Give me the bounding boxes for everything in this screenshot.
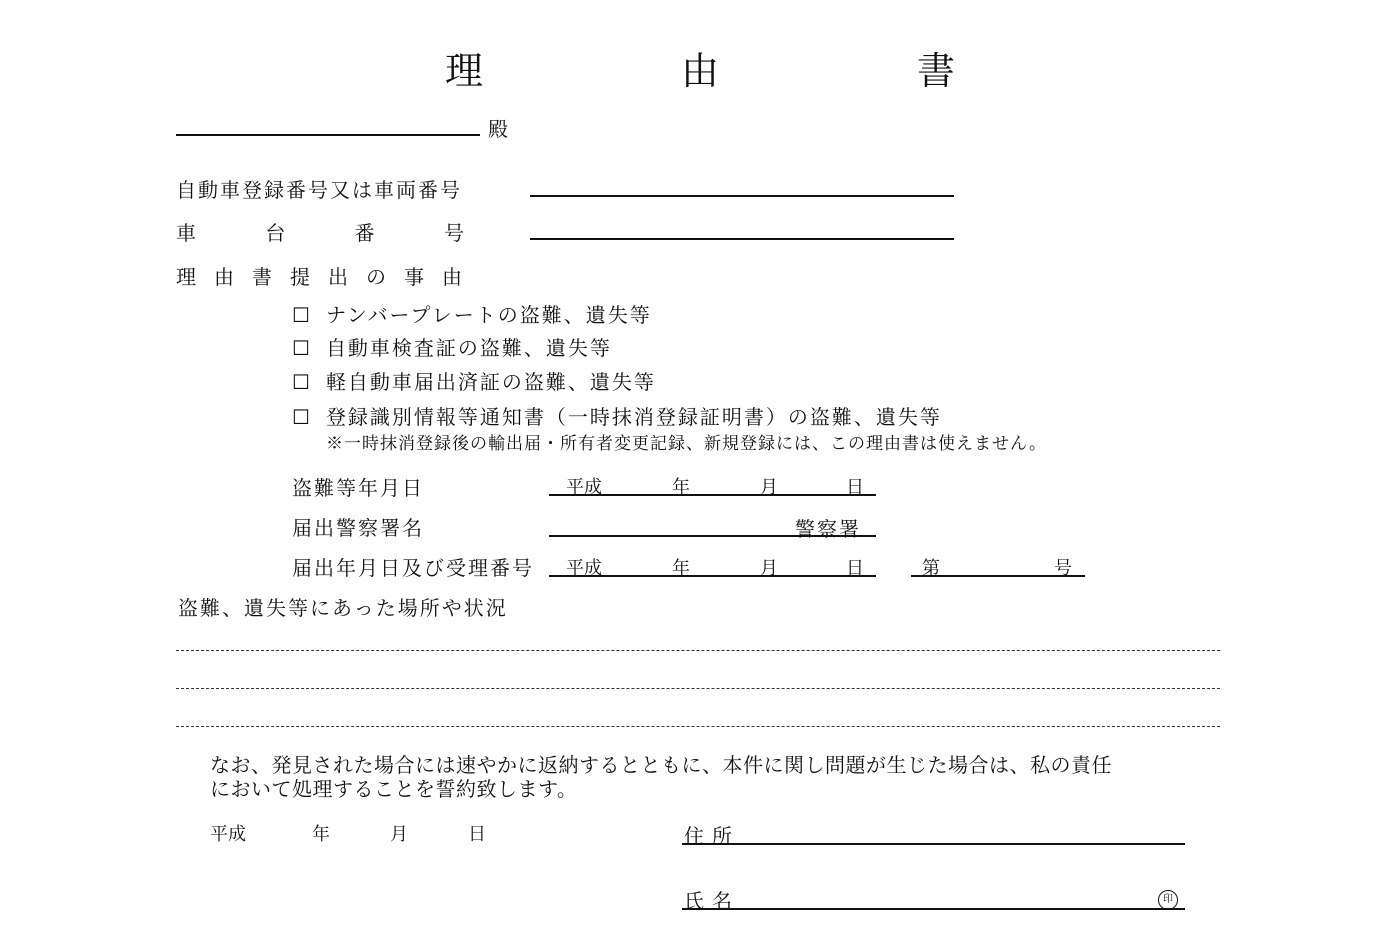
- circumstances-label: 盗難、遺失等にあった場所や状況: [178, 596, 508, 620]
- reason-option-label: 自動車検査証の盗難、遺失等: [325, 336, 612, 360]
- name-line[interactable]: [682, 908, 1185, 910]
- address-line[interactable]: [682, 843, 1185, 845]
- chassis-number-label: [176, 217, 466, 246]
- seal-mark-icon: 印: [1158, 890, 1178, 910]
- sign-date-era: 平成: [210, 824, 246, 845]
- report-era: 平成: [566, 558, 602, 579]
- report-no-prefix: 第: [922, 558, 940, 579]
- report-label: 届出年月日及び受理番号: [292, 556, 534, 580]
- reason-heading-char: 事: [404, 265, 426, 289]
- pledge-text-line-2: において処理することを誓約致します。: [210, 777, 578, 801]
- theft-date-day: 日: [846, 477, 864, 498]
- report-day: 日: [846, 558, 864, 579]
- checkbox-icon[interactable]: ☐: [292, 303, 312, 327]
- chassis-char: 車: [176, 221, 198, 245]
- sign-date-month: 月: [390, 824, 408, 845]
- chassis-char: 番: [354, 221, 377, 245]
- registration-number-line[interactable]: [530, 195, 954, 197]
- police-station-suffix: 警察署: [795, 517, 861, 541]
- reason-heading-char: の: [366, 265, 388, 289]
- reason-heading-char: 書: [252, 265, 274, 289]
- document-title: 理 由 書: [444, 49, 1035, 93]
- theft-date-line[interactable]: [549, 494, 876, 496]
- receipt-number-line[interactable]: [911, 575, 1085, 577]
- reason-option-kei-cert[interactable]: [292, 366, 656, 395]
- name-label: 氏名: [684, 889, 740, 913]
- address-label: 住所: [684, 824, 740, 848]
- chassis-char: 台: [265, 221, 288, 245]
- theft-date-month: 月: [760, 477, 778, 498]
- reason-option-label: ナンバープレートの盗難、遺失等: [325, 303, 652, 327]
- reason-heading-char: 理: [176, 265, 198, 289]
- police-station-label: 届出警察署名: [292, 516, 424, 540]
- checkbox-icon[interactable]: ☐: [292, 405, 312, 429]
- circumstances-line[interactable]: [176, 726, 1220, 727]
- pledge-text-line-1: なお、発見された場合には速やかに返納するとともに、本件に関し問題が生じた場合は、私の責任: [210, 753, 1112, 777]
- addressee-suffix: 殿: [488, 117, 510, 141]
- report-no-suffix: 号: [1054, 558, 1072, 579]
- report-date-line[interactable]: [549, 575, 876, 577]
- theft-date-era: 平成: [566, 477, 602, 498]
- reason-option-label: 軽自動車届出済証の盗難、遺失等: [325, 370, 656, 394]
- reason-heading-char: 由: [442, 265, 464, 289]
- reason-heading-char: 提: [290, 265, 312, 289]
- reason-heading: [176, 261, 464, 290]
- usage-note: ※一時抹消登録後の輸出届・所有者変更記録、新規登録には、この理由書は使えません。: [326, 434, 1048, 454]
- report-month: 月: [760, 558, 778, 579]
- checkbox-icon[interactable]: ☐: [292, 336, 312, 360]
- circumstances-line[interactable]: [176, 650, 1220, 651]
- chassis-number-line[interactable]: [530, 238, 954, 240]
- registration-number-label: 自動車登録番号又は車両番号: [176, 178, 462, 202]
- reason-option-plate[interactable]: [292, 299, 652, 328]
- reason-option-inspection-cert[interactable]: [292, 332, 612, 361]
- circumstances-line[interactable]: [176, 688, 1220, 689]
- reason-heading-char: 出: [328, 265, 350, 289]
- chassis-char: 号: [443, 221, 466, 245]
- addressee-line[interactable]: [176, 134, 480, 136]
- sign-date-year: 年: [312, 824, 330, 845]
- theft-date-label: 盗難等年月日: [292, 476, 424, 500]
- police-station-line[interactable]: [549, 535, 876, 537]
- report-year: 年: [672, 558, 690, 579]
- checkbox-icon[interactable]: ☐: [292, 370, 312, 394]
- reason-option-label: 登録識別情報等通知書（一時抹消登録証明書）の盗難、遺失等: [325, 405, 942, 429]
- reason-option-registration-notice[interactable]: [292, 401, 942, 430]
- sign-date-day: 日: [468, 824, 486, 845]
- reason-heading-char: 由: [214, 265, 236, 289]
- theft-date-year: 年: [672, 477, 690, 498]
